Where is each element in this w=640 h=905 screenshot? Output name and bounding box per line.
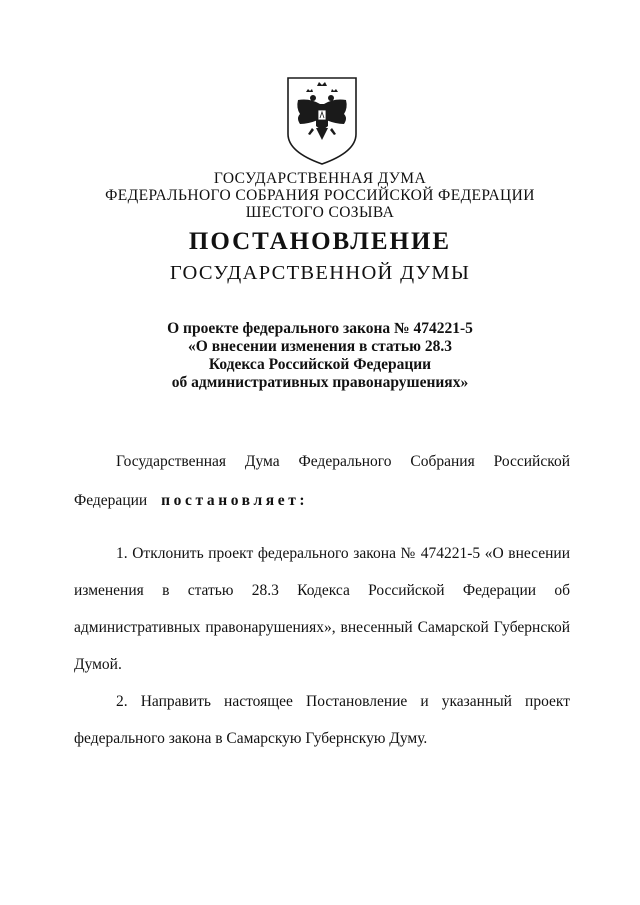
item-2-line-2: федерального закона в Самарскую Губернскую Думу. bbox=[74, 730, 428, 747]
subject-line-4: об административных правонарушениях» bbox=[171, 374, 469, 391]
item-2-line-1: 2. Направить настоящее Постановление и указанный проект bbox=[116, 693, 570, 710]
item-1-line-2: изменения в статью 28.3 Кодекса Российской Федерации об bbox=[74, 582, 570, 599]
document-title: ПОСТАНОВЛЕНИЕ bbox=[188, 228, 452, 255]
preamble-line-1: Государственная Дума Федерального Собрания Российской bbox=[116, 453, 570, 470]
document-subtitle: ГОСУДАРСТВЕННОЙ ДУМЫ bbox=[169, 262, 471, 284]
subject-line-1: О проекте федерального закона № 474221-5 bbox=[167, 320, 473, 337]
item-1-line-4: Думой. bbox=[74, 656, 122, 673]
preamble-line-2 bbox=[74, 492, 570, 510]
header-line-1: ГОСУДАРСТВЕННАЯ ДУМА bbox=[213, 170, 427, 187]
header-line-3: ШЕСТОГО СОЗЫВА bbox=[245, 204, 395, 221]
coat-of-arms-icon bbox=[284, 74, 360, 166]
item-1-line-3: административных правонарушениях», внесенный Самарской Губернской bbox=[74, 619, 570, 636]
preamble-federation-text: Федерации bbox=[74, 492, 148, 509]
subject-line-2: «О внесении изменения в статью 28.3 bbox=[188, 338, 452, 355]
header-line-2: ФЕДЕРАЛЬНОГО СОБРАНИЯ РОССИЙСКОЙ ФЕДЕРАЦИИ bbox=[105, 187, 535, 204]
resolves-word: постановляет: bbox=[161, 492, 309, 509]
subject-line-3: Кодекса Российской Федерации bbox=[208, 356, 432, 373]
item-1-line-1: 1. Отклонить проект федерального закона № 474221-5 «О внесении bbox=[116, 545, 570, 562]
